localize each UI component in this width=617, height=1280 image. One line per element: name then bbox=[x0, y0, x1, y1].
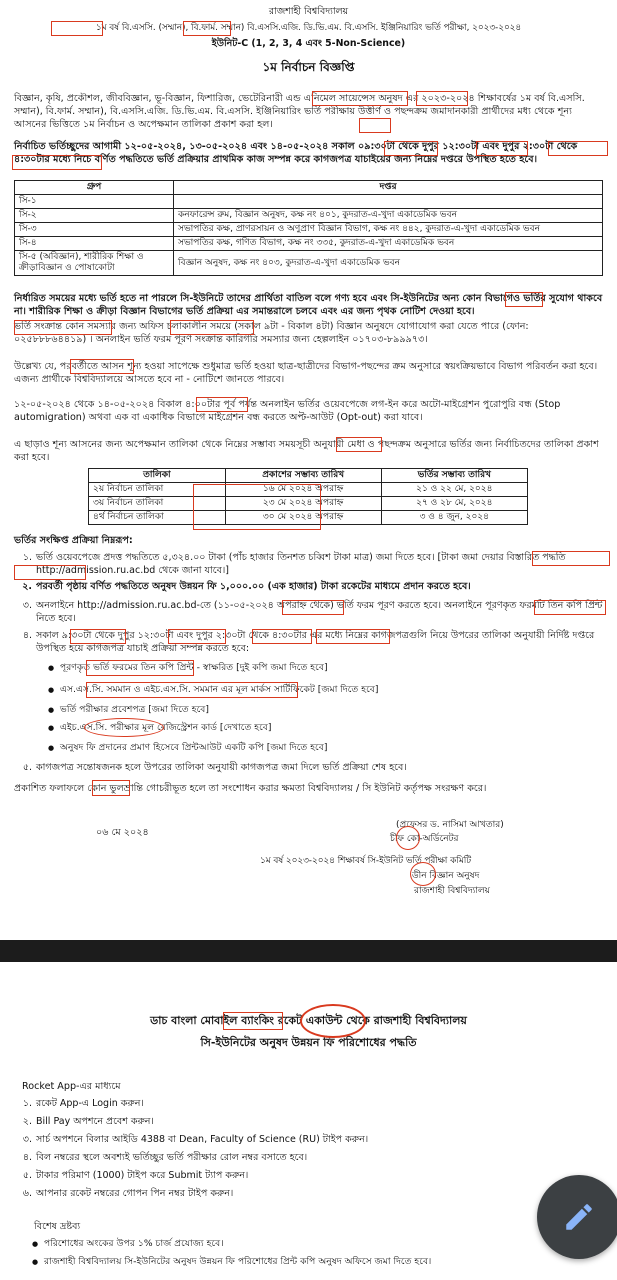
step-text: সার্চ অপশনে বিলার আইডি 4388 বা Dean, Faculty of Science (RU) টাইপ করুন। bbox=[36, 1134, 369, 1145]
payment-step bbox=[22, 1170, 603, 1183]
step-item bbox=[22, 762, 603, 775]
list-name-cell: ৪র্থ নির্বাচন তালিকা bbox=[89, 511, 226, 525]
office-table bbox=[14, 180, 603, 276]
annotation-mark bbox=[170, 320, 254, 335]
note-item: ● রাজশাহী বিশ্ববিদ্যালয় সি-ইউনিটের অনুষদ উন্নয়ন ফি পরিশোধের প্রিন্ট কপি অনুষদ অফিসে জমা দিতে হবে। bbox=[44, 1256, 603, 1268]
publish-date-cell: ১৬ মে ২০২৪ অপরাহ্ন bbox=[225, 483, 381, 497]
correction-paragraph: প্রকাশিত ফলাফলে কোন ভুলভ্রান্তি গোচরীভূত হলে তা সংশোধন করার ক্ষমতা বিশ্ববিদ্যালয় / সি ইউনিট কর্তৃপক্ষ সংরক্ষণ করে। bbox=[14, 783, 487, 794]
document-item: ● অনুষদ ফি প্রদানের প্রমাণ হিসেবে প্রিন্টআউট একটি কপি [জমা দিতে হবে] bbox=[60, 742, 603, 754]
step-item bbox=[22, 581, 603, 594]
annotation-mark bbox=[168, 629, 226, 644]
annotation-mark bbox=[396, 826, 420, 850]
publish-date-cell: ৩০ মে ২০২৪ অপরাহ্ন bbox=[225, 511, 381, 525]
admission-date-cell: ২৭ ও ২৮ মে, ২০২৪ bbox=[381, 497, 527, 511]
payment-page bbox=[0, 962, 617, 1280]
step-number: ৬. bbox=[22, 1188, 32, 1199]
document-item: ● এস.এস.সি. সমমান ও এইচ.এস.সি. সমমান এর মূল মার্কস সার্টিফিকেট [জমা দিতে হবে] bbox=[60, 684, 603, 696]
payment-step bbox=[22, 1134, 603, 1147]
warning-paragraph: নির্ধারিত সময়ের মধ্যে ভর্তি হতে না পারলে সি-ইউনিটে তাদের প্রার্থিতা বাতিল বলে গণ্য হবে এবং সি-ইউনিটের অন্য কোন বিভাগেও ভর্তির সুযোগ থাকবে না। শারীরিক শিক্ষা ও ক্রীড়া বিজ্ঞান বিভাগের ভর্তি প্রক্রিয়া এর সমান্তরালে চলবে এবং এর জন্য পৃথক নোটিশ দেওয়া হবে। bbox=[14, 293, 603, 317]
annotation-mark bbox=[505, 292, 543, 307]
header-line: ১ম বর্ষ বি.এসসি. (সম্মান), বি.ফার্ম. সম্মান) বি.এসসি.এজি. ডি.ভি.এম. বি.এসসি. ইঞ্জিনিয়ারিং ভর্তি পরীক্ষা, ২০২৩-২০২৪ bbox=[95, 23, 522, 33]
payment-title-line2: সি-ইউনিটের অনুষদ উন্নয়ন ফি পরিশোধের পদ্ধতি bbox=[200, 1036, 417, 1049]
annotation-mark bbox=[70, 629, 126, 644]
header-university: রাজশাহী বিশ্ববিদ্যালয় bbox=[268, 6, 349, 17]
page-divider bbox=[0, 940, 617, 962]
signatory-role: চীফ কো-অর্ডিনেটর bbox=[390, 834, 459, 844]
problem-paragraph: ভর্তি সংক্রান্ত কোন সমস্যার জন্য অফিস চলাকালীন সময়ে (সকাল ৯টা - বিকাল ৪টা) বিজ্ঞান অনুষদে যোগাযোগ করা যেতে পারে (ফোন: ০২৫৮৮৮৬৪৪১৯) । অনলাইন ভর্তি ফরম পূরণ সংক্রান্ত কারিগরি সমস্যার জন্য হেল্পলাইন ০১৭০৩-৮৯৯৯৭৩। bbox=[14, 321, 529, 345]
annotation-mark bbox=[359, 118, 391, 133]
table-row bbox=[15, 195, 603, 209]
admission-date-cell: ৩ ও ৪ জুন, ২০২৪ bbox=[381, 511, 527, 525]
office-cell: সভাপতির কক্ষ, প্রাণরসায়ন ও অণুপ্রাণ বিজ্ঞান বিভাগ, কক্ষ নং ৪৪২, কুদরাত-এ-খুদা একাডেমিক ভবন bbox=[174, 223, 603, 237]
step-number: ১. bbox=[22, 552, 32, 563]
step-text: Bill Pay অপশনে প্রবেশ করুন। bbox=[36, 1116, 154, 1127]
office-table-header: গ্রুপ bbox=[15, 181, 174, 195]
step-text: আপনার রকেট নম্বরের গোপন পিন নম্বর টাইপ করুন। bbox=[36, 1188, 234, 1199]
payment-title-line1: ডাচ বাংলা মোবাইল ব্যাংকিং রকেট একাউন্ট থেকে রাজশাহী বিশ্ববিদ্যালয় bbox=[150, 1014, 467, 1027]
annotation-mark bbox=[532, 551, 610, 566]
note-item: ● পরিশোধের অংকের উপর ১% চার্জ প্রযোজ্য হবে। bbox=[44, 1238, 603, 1250]
signatory-committee: ১ম বর্ষ ২০২৩-২০২৪ শিক্ষাবর্ষ সি-ইউনিট ভর্তি পরীক্ষা কমিটি bbox=[260, 856, 472, 866]
signatory-university: রাজশাহী বিশ্ববিদ্যালয় bbox=[414, 886, 490, 896]
office-cell: কনফারেন্স রুম, বিজ্ঞান অনুষদ, কক্ষ নং ৪০১, কুদরাত-এ-খুদা একাডেমিক ভবন bbox=[174, 209, 603, 223]
document-item: ● ভর্তি পরীক্ষার প্রবেশপত্র [জমা দিতে হবে] bbox=[60, 704, 603, 716]
table-row bbox=[15, 251, 603, 276]
step-number: ৫. bbox=[22, 1170, 32, 1181]
group-cell: সি-৪ bbox=[15, 237, 174, 251]
annotation-mark bbox=[92, 780, 130, 796]
annotation-mark bbox=[86, 660, 194, 676]
step-number: ২. bbox=[22, 1116, 32, 1127]
annotation-mark bbox=[252, 629, 312, 644]
document-item: ● পূরণকৃত ভর্তি ফরমের তিন কপি প্রিন্ট - স্বাক্ষরিত [দুই কপি জমা দিতে হবে] bbox=[60, 662, 603, 674]
annotation-mark bbox=[416, 91, 468, 106]
annotation-mark bbox=[14, 320, 112, 335]
schedule-paragraph: নির্বাচিত ভর্তিচ্ছুদের আগামী ১২-০৫-২০২৪, ১৩-০৫-২০২৪ এবং ১৪-০৫-২০২৪ সকাল ০৯:৩০টা থেকে দুপুর ১২:৩০টা এবং দুপুর ২:৩০টা থেকে ৪:৩০টার মধ্যে নিচে বর্ণিত পদ্ধতিতে ভর্তি প্রক্রিয়ার প্রাথমিক কাজ সম্পন্ন করে কাগজপত্র যাচাইয়ের জন্য নিম্নের দপ্তরে উপস্থিত হতে হবে। bbox=[14, 141, 578, 165]
unit-line: ইউনিট-C (1, 2, 3, 4 এবং 5-Non-Science) bbox=[211, 38, 406, 49]
table-row bbox=[15, 209, 603, 223]
date-table-header: প্রকাশের সম্ভাব্য তারিখ bbox=[225, 469, 381, 483]
step-number: ৩. bbox=[22, 600, 32, 611]
payment-step bbox=[22, 1116, 603, 1129]
notes-heading: বিশেষ দ্রষ্টব্য bbox=[34, 1221, 81, 1232]
publish-date-cell: ২৩ মে ২০২৪ অপরাহ্ন bbox=[225, 497, 381, 511]
table-row bbox=[15, 223, 603, 237]
step-number: ৪. bbox=[22, 1152, 32, 1163]
step-number: ২. bbox=[22, 581, 32, 592]
edit-fab-button[interactable] bbox=[537, 1175, 617, 1259]
step-text: পরবর্তী পৃষ্ঠায় বর্ণিত পদ্ধতিতে অনুষদ উন্নয়ন ফি ১,০০০.০০ (এক হাজার) টাকা রকেটের মাধ্যমে প্রদান করতে হবে। bbox=[36, 581, 471, 592]
group-cell: সি-৫ (অবিজ্ঞান), শারীরিক শিক্ষা ও ক্রীড়াবিজ্ঞান ও পোষাকোটা bbox=[15, 251, 174, 276]
step-number: ৩. bbox=[22, 1134, 32, 1145]
annotation-mark bbox=[282, 600, 344, 615]
group-cell: সি-২ bbox=[15, 209, 174, 223]
payment-step bbox=[22, 1152, 603, 1165]
process-heading: ভর্তির সংক্ষিপ্ত প্রক্রিয়া নিম্নরূপ: bbox=[14, 535, 133, 546]
annotation-mark bbox=[223, 1012, 283, 1030]
date-table-header: তালিকা bbox=[89, 469, 226, 483]
intro-paragraph: বিজ্ঞান, কৃষি, প্রকৌশল, জীববিজ্ঞান, ভূ-বিজ্ঞান, ফিশারিজ, ভেটেরিনারী এন্ড এনিমেল সায়েন্সেস অনুষদ এর ২০২৩-২০২৪ শিক্ষাবর্ষের ১ম বর্ষ বি.এসসি. সম্মান), বি.ফার্ম. সম্মান), বি.এসসি.এজি. ডি.ভি.এম. বি.এসসি. ইঞ্জিনিয়ারিং ভর্তি পরীক্ষায় উত্তীর্ণ ও পছন্দক্রম জমাদানকারী প্রার্থীদের মধ্য থেকে শূন্য আসনের ভিত্তিতে ১ম নির্বাচন ও অপেক্ষমান তালিকা প্রকাশ করা হল। bbox=[14, 93, 585, 130]
migration-paragraph: উল্লেখ্য যে, পরবর্তীতে আসন শূন্য হওয়া সাপেক্ষে শুধুমাত্র ভর্তি হওয়া ছাত্র-ছাত্রীদের বিভাগ-পছন্দের ক্রম অনুসারে স্বয়ংক্রিয়ভাবে বিভাগ পরিবর্তন করা হবে। এজন্য প্রার্থীকে বিশ্ববিদ্যালয়ে আসতে হবে না - নোটিশে জানতে পারবে। bbox=[14, 361, 598, 385]
annotation-mark bbox=[548, 141, 608, 156]
annotation-mark bbox=[12, 155, 102, 170]
annotation-mark bbox=[86, 682, 298, 698]
annotation-mark bbox=[476, 141, 528, 156]
step-number: ৪. bbox=[22, 630, 32, 641]
group-cell: সি-১ bbox=[15, 195, 174, 209]
step-number: ৫. bbox=[22, 762, 32, 773]
signatory-name: (প্রফেসর ড. নাসিমা আখতার) bbox=[396, 820, 504, 830]
waiting-paragraph: এ ছাড়াও শূন্য আসনের জন্য অপেক্ষমান তালিকা থেকে নিম্নের সম্ভাব্য সময়সূচী অনুযায়ী মেধা ও পছন্দক্রম অনুসারে ভর্তির জন্য নির্বাচিতদের তালিকা প্রকাশ করা হবে। bbox=[14, 439, 599, 463]
step-text: কাগজপত্র সন্তোষজনক হলে উপরের তালিকা অনুযায়ী কাগজপত্র জমা দিলে ভর্তি প্রক্রিয়া শেষ হবে। bbox=[36, 762, 407, 773]
annotation-mark bbox=[14, 565, 86, 580]
document-item: ● এইচ.এস.সি. পরীক্ষার মূল রেজিস্ট্রেশন কার্ড [দেখাতে হবে] bbox=[60, 722, 603, 734]
annotation-mark bbox=[51, 21, 103, 36]
annotation-mark bbox=[84, 718, 164, 737]
step-text: টাকার পরিমাণ (1000) টাইপ করে Submit ট্যাপ করুন। bbox=[36, 1170, 249, 1181]
office-cell: বিজ্ঞান অনুষদ, কক্ষ নং ৪০৩, কুদরাত-এ-খুদা একাডেমিক ভবন bbox=[174, 251, 603, 276]
office-cell: সভাপতির কক্ষ, গণিত বিভাগ, কক্ষ নং ৩৩৫, কুদরাত-এ-খুদা একাডেমিক ভবন bbox=[174, 237, 603, 251]
list-name-cell: ২য় নির্বাচন তালিকা bbox=[89, 483, 226, 497]
admission-date-cell: ২১ ও ২২ মে, ২০২৪ bbox=[381, 483, 527, 497]
annotation-mark bbox=[300, 1004, 366, 1038]
pencil-edit-icon bbox=[562, 1200, 596, 1234]
annotation-mark bbox=[193, 484, 321, 530]
annotation-mark bbox=[336, 437, 382, 452]
list-name-cell: ৩য় নির্বাচন তালিকা bbox=[89, 497, 226, 511]
annotation-mark bbox=[312, 91, 408, 106]
step-item bbox=[22, 552, 603, 577]
annotation-mark bbox=[410, 862, 436, 886]
step-text: অনলাইনে http://admission.ru.ac.bd-তে (১১-০৫-২০২৪ অপরাহ্ন থেকে) ভর্তি ফরম পূরণ করতে হবে। অনলাইনে পূরণকৃত ফরমটি তিন কপি প্রিন্ট নিতে হবে। bbox=[36, 600, 603, 624]
notice-date: ০৬ মে ২০২৪ bbox=[96, 827, 149, 838]
payment-step bbox=[22, 1188, 603, 1201]
annotation-mark bbox=[196, 397, 248, 412]
annotation-mark bbox=[70, 359, 134, 374]
step-text: সকাল ৯:৩০টা থেকে দুপুর ১২:৩০টা এবং দুপুর ২:৩০টা থেকে ৪:৩০টার এর মধ্যে নিম্নের কাগজপত্রগুলি নিয়ে উপরের তালিকা অনুযায়ী নির্দিষ্ট দপ্তরে উপস্থিত হয়ে কাগজপত্র যাচাই প্রক্রিয়া সম্পন্ন করতে হবে: bbox=[36, 630, 595, 654]
annotation-mark bbox=[183, 21, 231, 36]
annotation-mark bbox=[534, 600, 606, 615]
signatory-dean: ডীন বিজ্ঞান অনুষদ bbox=[412, 871, 480, 881]
step-text: রকেট App-এ Login করুন। bbox=[36, 1098, 144, 1109]
group-cell: সি-৩ bbox=[15, 223, 174, 237]
step-number: ১. bbox=[22, 1098, 32, 1109]
office-cell bbox=[174, 195, 603, 209]
date-table-header: ভর্তির সম্ভাব্য তারিখ bbox=[381, 469, 527, 483]
notice-title: ১ম নির্বাচন বিজ্ঞপ্তি bbox=[262, 60, 355, 74]
annotation-mark bbox=[316, 629, 390, 644]
step-text: বিল নম্বরের স্থলে অবশ্যই ভর্তিচ্ছুর ভর্তি পরীক্ষার রোল নম্বর বসাতে হবে। bbox=[36, 1152, 308, 1163]
payment-via: Rocket App-এর মাধ্যমে bbox=[22, 1081, 121, 1092]
payment-step bbox=[22, 1098, 603, 1111]
step-text: ভর্তি ওয়েবপেজে প্রদত্ত পদ্ধতিতে ৫,৩২৪.০০ টাকা (পাঁচ হাজার তিনশত চব্বিশ টাকা মাত্র) জমা দিতে হবে। [টাকা জমা দেয়ার বিস্তারিত পদ্ধতি http://admission.ru.ac.bd থেকে জানা যাবে।] bbox=[36, 552, 566, 576]
office-table-header: দপ্তর bbox=[174, 181, 603, 195]
annotation-mark bbox=[384, 141, 438, 156]
optout-paragraph: ১২-০৫-২০২৪ থেকে ১৪-০৫-২০২৪ বিকাল ৪:০০টার পূর্ব পর্যন্ত অনলাইন ভর্তির ওয়েবপেজে লগ-ইন করে অটো-মাইগ্রেশন পুরোপুরি বন্ধ (Stop automigration) অথবা এক বা একাধিক বিভাগে মাইগ্রেশন বন্ধ করতে অপ্ট-আউট (Opt-out) করা যাবে। bbox=[14, 399, 561, 423]
table-row bbox=[15, 237, 603, 251]
